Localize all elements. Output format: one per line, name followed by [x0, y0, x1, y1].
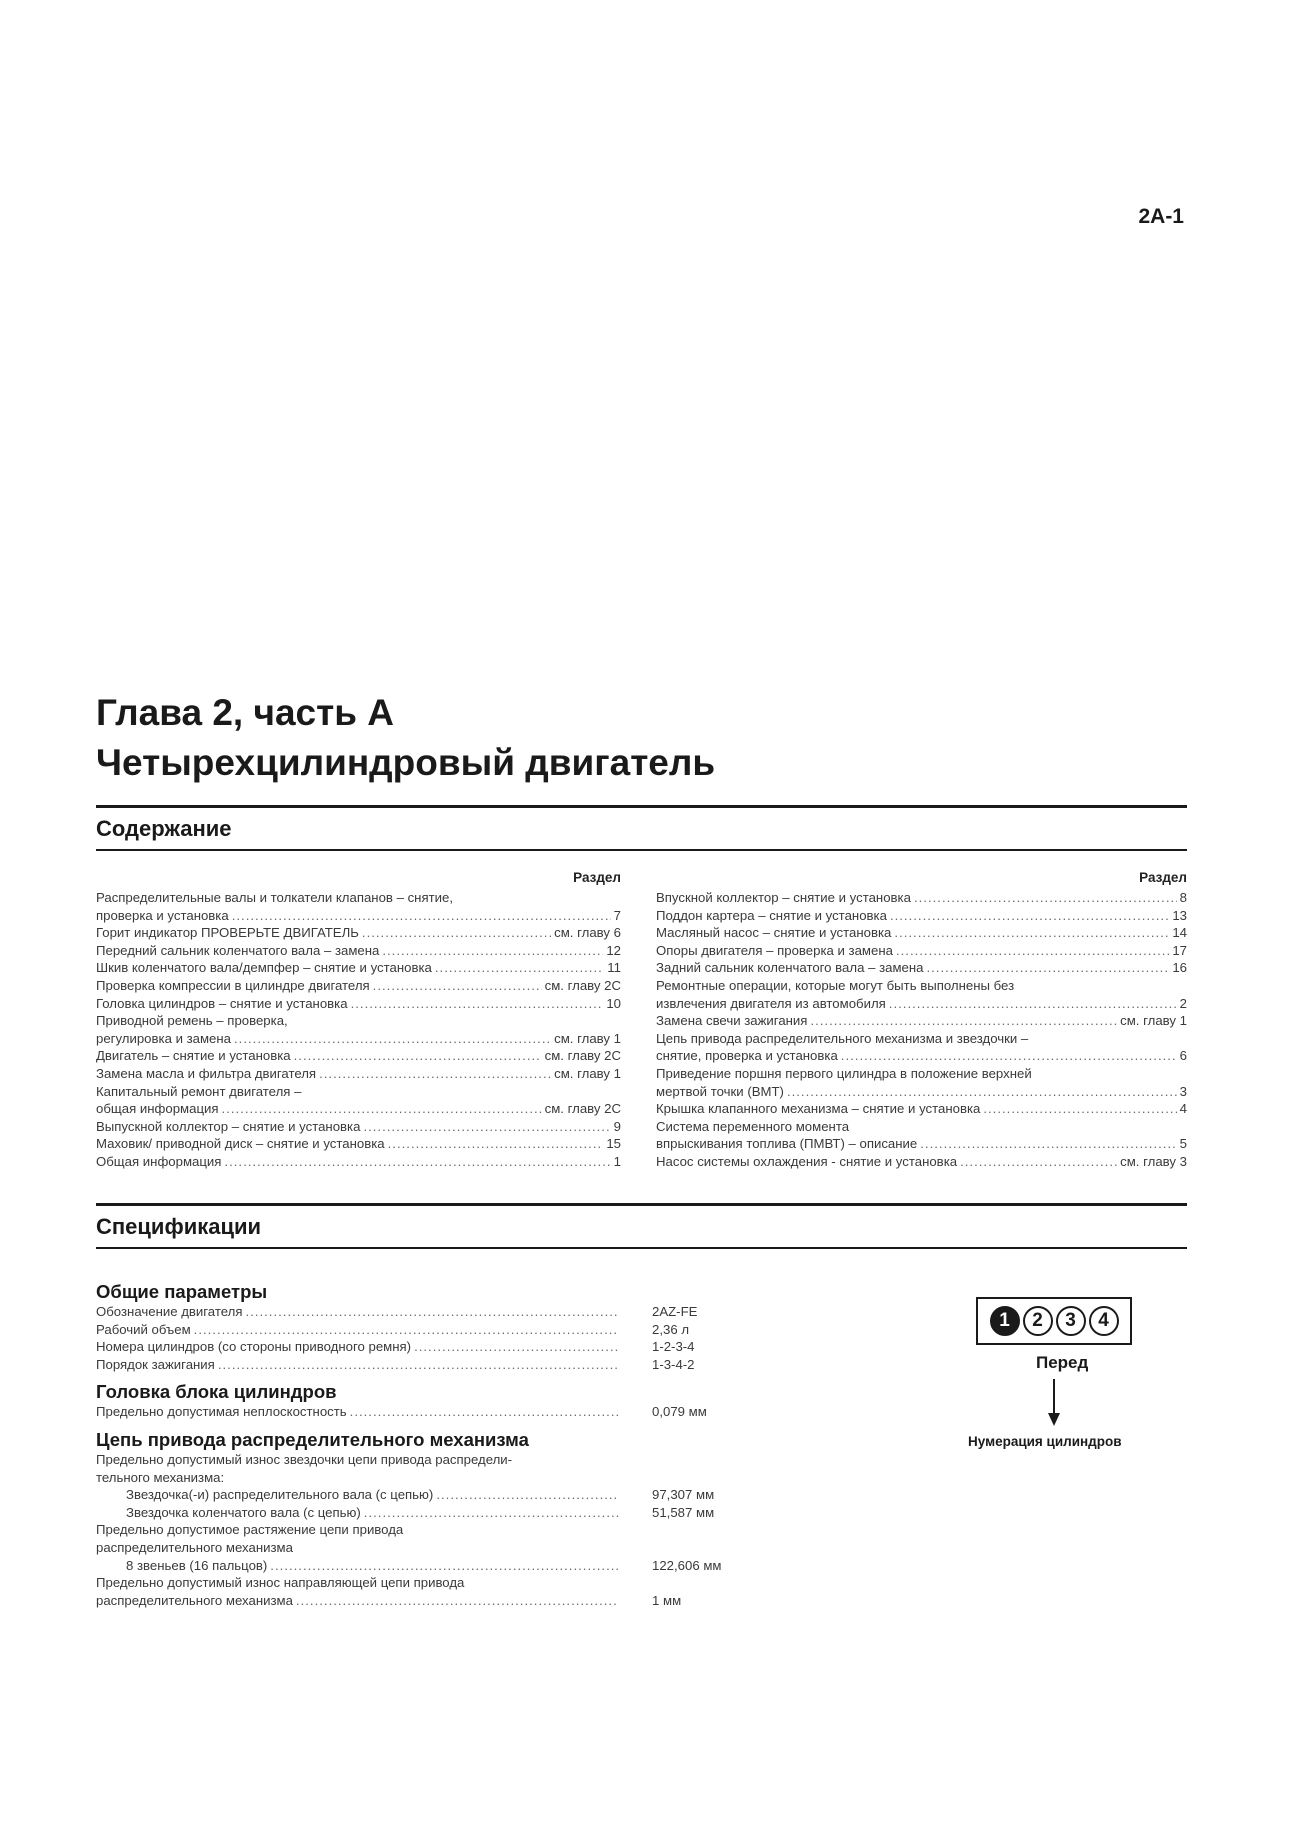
spec-label — [96, 1486, 619, 1504]
toc-entry-text: Крышка клапанного механизма – снятие и установка — [656, 1101, 981, 1117]
toc-entry-leader — [894, 924, 1169, 942]
spec-row — [96, 1504, 896, 1522]
spec-label — [96, 1539, 619, 1557]
toc-entry-text: Капитальный ремонт двигателя – — [96, 1083, 302, 1099]
spec-group-title: Цепь привода распределительного механизма — [96, 1428, 529, 1450]
spec-leader — [194, 1321, 619, 1339]
toc-entry-leader — [926, 959, 1169, 977]
spec-label-text: Предельно допустимый износ звездочки цепи привода распредели- — [96, 1451, 513, 1467]
toc-entry-leader — [896, 942, 1169, 960]
cylinder-diagram — [968, 1297, 1166, 1449]
spec-label-text: Порядок зажигания — [96, 1356, 215, 1372]
toc-entry — [96, 977, 621, 995]
toc-entry-section: 14 — [1172, 925, 1187, 941]
spec-label-text: 8 звеньев (16 пальцов) — [126, 1557, 268, 1573]
spec-leader — [296, 1592, 619, 1610]
toc-entry-text: общая информация — [96, 1101, 219, 1117]
toc-entry — [656, 1083, 1187, 1101]
toc-entry-text: Поддон картера – снятие и установка — [656, 907, 887, 923]
spec-value: 1-3-4-2 — [652, 1356, 695, 1372]
toc-entry — [96, 1118, 621, 1136]
toc-entry-text: Проверка компрессии в цилиндре двигателя — [96, 977, 370, 993]
toc-entry-section: см. главу 3 — [1120, 1153, 1187, 1169]
toc-entry-section: см. главу 1 — [554, 1030, 621, 1046]
spec-row — [96, 1469, 896, 1487]
toc-entry-text: впрыскивания топлива (ПМВТ) – описание — [656, 1136, 918, 1152]
toc-entry-section: см. главу 1 — [554, 1065, 621, 1081]
toc-entry-leader — [373, 977, 542, 995]
cylinder-3: 3 — [1056, 1306, 1086, 1336]
toc-entry-leader — [914, 889, 1177, 907]
toc-entry — [656, 924, 1187, 942]
cylinder-1: 1 — [990, 1306, 1020, 1336]
spec-label — [96, 1469, 619, 1487]
toc-entry-section: 13 — [1172, 907, 1187, 923]
toc-entry-text: проверка и установка — [96, 907, 229, 923]
toc-entry — [96, 959, 621, 977]
toc-entry — [656, 1118, 1187, 1136]
toc-entry-section: 16 — [1172, 960, 1187, 976]
spec-leader — [364, 1504, 619, 1522]
toc-right-heading: Раздел — [1139, 870, 1187, 885]
toc-entry-leader — [222, 1100, 542, 1118]
chapter-title — [96, 688, 715, 788]
toc-entry-section: см. главу 2С — [544, 977, 621, 993]
toc-entry-section: см. главу 6 — [554, 925, 621, 941]
spec-leader — [270, 1557, 619, 1575]
contents-title: Содержание — [96, 816, 232, 841]
spec-value: 0,079 мм — [652, 1404, 707, 1420]
spec-label — [96, 1303, 619, 1321]
toc-entry — [96, 924, 621, 942]
toc-entry-leader — [983, 1100, 1176, 1118]
spec-leader — [436, 1486, 619, 1504]
toc-entry — [656, 959, 1187, 977]
spec-row — [96, 1486, 896, 1504]
spec-label-text: Звездочка коленчатого вала (с цепью) — [126, 1504, 361, 1520]
toc-entry — [656, 1030, 1187, 1048]
spec-label — [96, 1403, 619, 1421]
toc-entry-text: Впускной коллектор – снятие и установка — [656, 890, 911, 905]
spec-value: 1-2-3-4 — [652, 1339, 695, 1355]
toc-entry — [656, 1012, 1187, 1030]
toc-entry-text: снятие, проверка и установка — [656, 1048, 838, 1064]
toc-entry-section: 10 — [606, 995, 621, 1011]
spec-row — [96, 1574, 896, 1592]
toc-entry — [96, 1135, 621, 1153]
spec-value: 1 мм — [652, 1592, 682, 1608]
toc-entry-leader — [435, 959, 604, 977]
spec-leader — [350, 1403, 619, 1421]
toc-entry-leader — [382, 942, 603, 960]
spec-row — [96, 1321, 896, 1339]
toc-entry — [96, 1100, 621, 1118]
spec-label-text: распределительного механизма — [96, 1592, 293, 1608]
toc-entry-leader — [388, 1135, 604, 1153]
toc-entry-text: Ремонтные операции, которые могут быть выполнены без — [656, 977, 1015, 993]
spec-label-text: Номера цилиндров (со стороны приводного ремня) — [96, 1339, 412, 1355]
spec-row — [96, 1539, 896, 1557]
toc-entry — [96, 995, 621, 1013]
toc-entry-section: 15 — [606, 1136, 621, 1152]
spec-row — [96, 1338, 896, 1356]
toc-entry-section: см. главу 2С — [544, 1048, 621, 1064]
spec-label-text: Предельно допустимая неплоскостность — [96, 1404, 347, 1420]
toc-entry-text: Приведение поршня первого цилиндра в положение верхней — [656, 1065, 1032, 1081]
toc-entry-section: 2 — [1179, 995, 1187, 1011]
toc-entry-text: Насос системы охлаждения - снятие и установка — [656, 1153, 958, 1169]
toc-entry-leader — [362, 924, 551, 942]
spec-value: 2AZ-FE — [652, 1304, 698, 1319]
toc-entry-leader — [234, 1030, 551, 1048]
toc-entry — [656, 1065, 1187, 1083]
spec-row — [96, 1451, 896, 1469]
page-number: 2A-1 — [1138, 205, 1184, 228]
spec-value: 97,307 мм — [652, 1487, 715, 1503]
spec-leader — [414, 1338, 619, 1356]
toc-entry-section: 6 — [1179, 1048, 1187, 1064]
spec-row — [96, 1303, 896, 1321]
toc-entry-text: Общая информация — [96, 1153, 222, 1169]
toc-entry-section: 5 — [1179, 1136, 1187, 1152]
chapter-title-line2: Четырехцилиндровый двигатель — [96, 742, 716, 783]
spec-label — [96, 1356, 619, 1374]
toc-entry-section: 17 — [1172, 942, 1187, 958]
spec-value: 51,587 мм — [652, 1504, 715, 1520]
spec-label — [96, 1557, 619, 1575]
specs-header — [96, 1203, 1187, 1249]
toc-entry-text: Двигатель – снятие и установка — [96, 1048, 291, 1064]
specs-list — [96, 1280, 896, 1609]
spec-row — [96, 1403, 896, 1421]
spec-label-text: Звездочка(-и) распределительного вала (с цепью) — [126, 1487, 434, 1503]
toc-entry-leader — [319, 1065, 551, 1083]
toc-entry-section: 1 — [613, 1153, 621, 1169]
toc-entry-leader — [890, 907, 1169, 925]
toc-entry-section: 9 — [613, 1118, 621, 1134]
toc-entry-leader — [363, 1118, 610, 1136]
toc-entry — [656, 995, 1187, 1013]
spec-label-text: Рабочий объем — [96, 1321, 191, 1337]
spec-label-text: Обозначение двигателя — [96, 1304, 243, 1319]
toc-entry — [656, 889, 1187, 907]
toc-entry — [656, 942, 1187, 960]
spec-row — [96, 1521, 896, 1539]
toc-entry-text: Замена масла и фильтра двигателя — [96, 1065, 317, 1081]
toc-entry — [96, 889, 621, 907]
toc-entry — [656, 977, 1187, 995]
spec-label — [96, 1451, 619, 1469]
toc-entry — [656, 1135, 1187, 1153]
toc-entry-text: Горит индикатор ПРОВЕРЬТЕ ДВИГАТЕЛЬ — [96, 925, 359, 941]
spec-label — [96, 1338, 619, 1356]
toc-entry-text: Головка цилиндров – снятие и установка — [96, 995, 348, 1011]
cylinder-block — [976, 1297, 1132, 1345]
spec-group-gap — [96, 1421, 896, 1428]
chapter-title-line1: Глава 2, часть А — [96, 692, 394, 733]
toc-entry — [96, 942, 621, 960]
spec-group-gap — [96, 1373, 896, 1380]
toc-entry-text: Выпускной коллектор – снятие и установка — [96, 1118, 361, 1134]
toc-entry-text: Система переменного момента — [656, 1118, 850, 1134]
toc-entry — [656, 1100, 1187, 1118]
toc-entry — [656, 1047, 1187, 1065]
toc-entry — [96, 1012, 621, 1030]
toc-entry-text: Опоры двигателя – проверка и замена — [656, 942, 893, 958]
contents-header — [96, 805, 1187, 851]
spec-label-text: Предельно допустимое растяжение цепи привода — [96, 1522, 404, 1538]
toc-entry-section: 11 — [607, 960, 621, 976]
spec-label — [96, 1592, 619, 1610]
cylinder-2: 2 — [1023, 1306, 1053, 1336]
toc-entry — [96, 1153, 621, 1171]
toc-entry — [96, 1065, 621, 1083]
toc-entry-section: 8 — [1179, 890, 1187, 905]
spec-leader — [245, 1303, 619, 1321]
toc-entry-leader — [810, 1012, 1117, 1030]
spec-label — [96, 1574, 619, 1592]
spec-row — [96, 1592, 896, 1610]
toc-entry — [96, 1047, 621, 1065]
spec-group-title: Головка блока цилиндров — [96, 1381, 337, 1403]
toc-entry — [656, 907, 1187, 925]
toc-entry — [656, 1153, 1187, 1171]
specs-title: Спецификации — [96, 1214, 262, 1239]
toc-entry-text: Распределительные валы и толкатели клапанов – снятие, — [96, 890, 454, 905]
spec-label — [96, 1321, 619, 1339]
spec-label-text: Предельно допустимый износ направляющей цепи привода — [96, 1575, 465, 1591]
toc-entry-text: Задний сальник коленчатого вала – замена — [656, 960, 924, 976]
toc-entry-text: Замена свечи зажигания — [656, 1013, 808, 1029]
toc-entry-section: 4 — [1179, 1101, 1187, 1117]
toc-entry-section: см. главу 2С — [544, 1101, 621, 1117]
toc-entry-text: регулировка и замена — [96, 1030, 232, 1046]
toc-entry — [96, 1083, 621, 1101]
toc-entry-section: 7 — [613, 907, 621, 923]
spec-label — [96, 1521, 619, 1539]
toc-entry-section: 3 — [1179, 1083, 1187, 1099]
numbering-label: Нумерация цилиндров — [968, 1434, 1122, 1449]
toc-entry-leader — [841, 1047, 1177, 1065]
toc-entry-leader — [294, 1047, 542, 1065]
toc-entry-section: см. главу 1 — [1120, 1013, 1187, 1029]
toc-left-heading: Раздел — [573, 870, 621, 885]
spec-label — [96, 1504, 619, 1522]
toc-entry-leader — [232, 907, 611, 925]
spec-label-text: распределительного механизма — [96, 1539, 293, 1555]
spec-row — [96, 1356, 896, 1374]
spec-value: 2,36 л — [652, 1321, 690, 1337]
toc-entry — [96, 1030, 621, 1048]
toc-entry-leader — [920, 1135, 1176, 1153]
toc-entry-text: Шкив коленчатого вала/демпфер – снятие и установка — [96, 960, 432, 976]
spec-group-title: Общие параметры — [96, 1281, 268, 1302]
toc-entry-leader — [351, 995, 604, 1013]
toc-entry-text: Маховик/ приводной диск – снятие и установка — [96, 1136, 385, 1152]
spec-leader — [218, 1356, 619, 1374]
toc-entry-text: мертвой точки (ВМТ) — [656, 1083, 784, 1099]
arrow-down-icon — [1047, 1379, 1061, 1427]
front-label: Перед — [1036, 1353, 1089, 1372]
toc-entry-text: Передний сальник коленчатого вала – замена — [96, 942, 380, 958]
toc-entry — [96, 907, 621, 925]
toc-left-column — [96, 870, 621, 1171]
toc-entry-text: Масляный насос – снятие и установка — [656, 925, 892, 941]
spec-value: 122,606 мм — [652, 1557, 722, 1573]
toc-entry-text: Приводной ремень – проверка, — [96, 1013, 288, 1029]
toc-entry-leader — [224, 1153, 610, 1171]
toc-right-column — [656, 870, 1187, 1171]
toc-entry-leader — [960, 1153, 1117, 1171]
toc-entry-text: извлечения двигателя из автомобиля — [656, 995, 886, 1011]
toc-entry-section: 12 — [606, 942, 621, 958]
cylinder-4: 4 — [1089, 1306, 1119, 1336]
spec-row — [96, 1557, 896, 1575]
spec-label-text: тельного механизма: — [96, 1469, 225, 1485]
toc-entry-leader — [787, 1083, 1177, 1101]
toc-entry-text: Цепь привода распределительного механизма и звездочки – — [656, 1030, 1029, 1046]
toc-entry-leader — [889, 995, 1177, 1013]
